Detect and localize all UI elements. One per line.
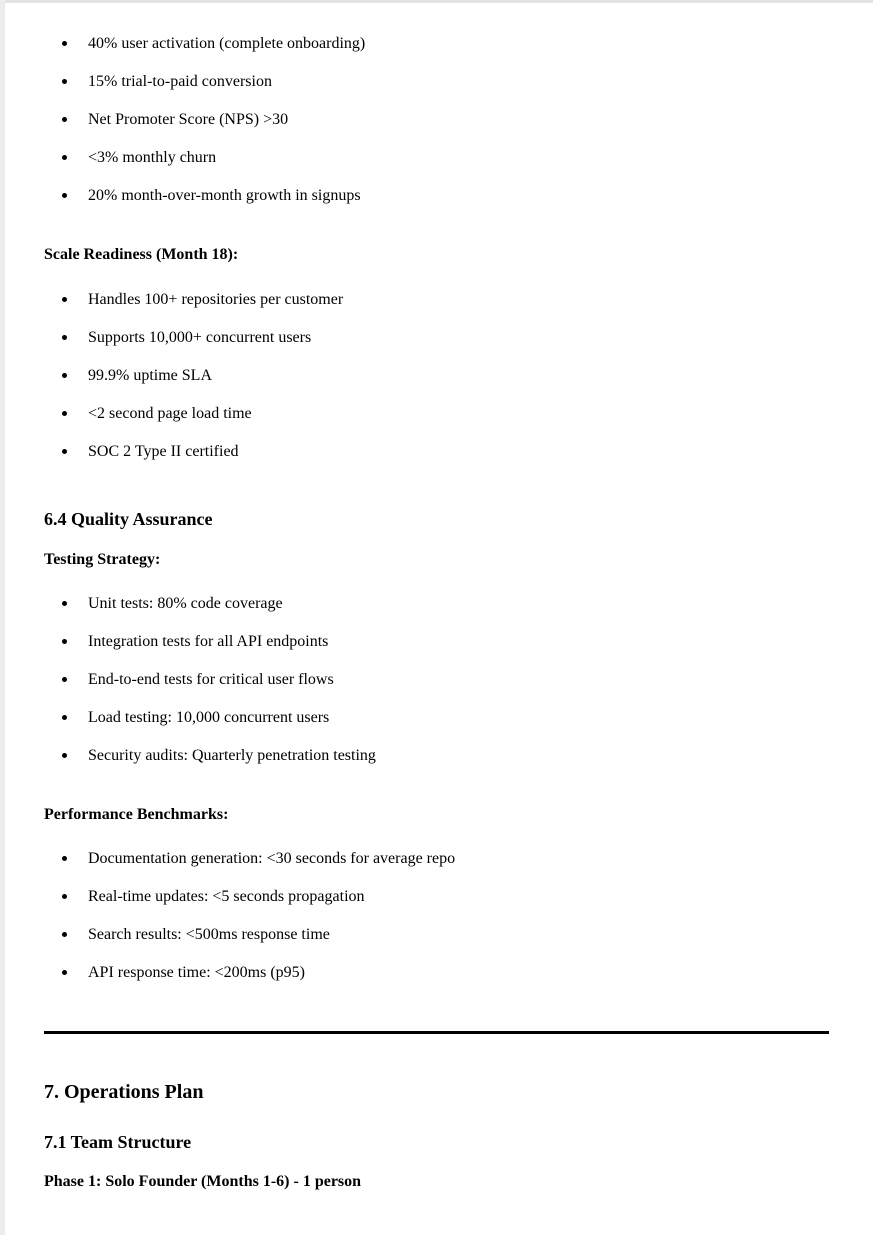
list-item bbox=[44, 329, 829, 347]
list-item bbox=[44, 111, 829, 129]
subsection-heading-testing-strategy: Testing Strategy: bbox=[44, 551, 161, 568]
bullet-icon bbox=[62, 117, 67, 122]
list-item bbox=[44, 73, 829, 91]
section-heading-quality-assurance: 6.4 Quality Assurance bbox=[44, 509, 213, 529]
bullet-icon bbox=[62, 856, 67, 861]
phase-1-label: Phase 1: Solo Founder (Months 1-6) - 1 person bbox=[44, 1173, 362, 1190]
list-item-text: Security audits: Quarterly penetration testing bbox=[88, 747, 376, 764]
bullet-icon bbox=[62, 79, 67, 84]
list-item-text: <3% monthly churn bbox=[88, 149, 217, 166]
bullet-icon bbox=[62, 753, 67, 758]
list-item bbox=[44, 926, 829, 944]
section-divider bbox=[44, 1031, 829, 1034]
list-item bbox=[44, 888, 829, 906]
bullet-icon bbox=[62, 715, 67, 720]
list-item-text: End-to-end tests for critical user flows bbox=[88, 671, 334, 688]
bullet-icon bbox=[62, 373, 67, 378]
list-item-text: Real-time updates: <5 seconds propagation bbox=[88, 888, 365, 905]
list-item-text: Unit tests: 80% code coverage bbox=[88, 595, 283, 612]
list-item bbox=[44, 405, 829, 423]
bullet-icon bbox=[62, 155, 67, 160]
list-item-text: SOC 2 Type II certified bbox=[88, 443, 239, 460]
list-item-text: 40% user activation (complete onboarding) bbox=[88, 35, 366, 52]
list-item bbox=[44, 671, 829, 689]
list-item bbox=[44, 633, 829, 651]
bullet-icon bbox=[62, 297, 67, 302]
list-item-text: API response time: <200ms (p95) bbox=[88, 964, 305, 981]
page-top-edge bbox=[0, 0, 873, 3]
bullet-icon bbox=[62, 894, 67, 899]
list-item-text: Search results: <500ms response time bbox=[88, 926, 330, 943]
bullet-icon bbox=[62, 932, 67, 937]
performance-benchmarks-bullet-list bbox=[44, 850, 829, 982]
list-item bbox=[44, 149, 829, 167]
bullet-icon bbox=[62, 449, 67, 454]
bullet-icon bbox=[62, 335, 67, 340]
list-item-text: Supports 10,000+ concurrent users bbox=[88, 329, 312, 346]
list-item bbox=[44, 595, 829, 613]
list-item bbox=[44, 850, 829, 868]
metrics-bullet-list bbox=[44, 35, 829, 205]
list-item-text: Documentation generation: <30 seconds for average repo bbox=[88, 850, 456, 867]
section-heading-operations-plan: 7. Operations Plan bbox=[44, 1081, 204, 1103]
bullet-icon bbox=[62, 970, 67, 975]
section-heading-scale-readiness: Scale Readiness (Month 18): bbox=[44, 246, 239, 263]
list-item-text: Handles 100+ repositories per customer bbox=[88, 291, 344, 308]
scale-readiness-bullet-list bbox=[44, 291, 829, 461]
bullet-icon bbox=[62, 677, 67, 682]
list-item-text: Net Promoter Score (NPS) >30 bbox=[88, 111, 289, 128]
list-item-text: <2 second page load time bbox=[88, 405, 252, 422]
list-item bbox=[44, 291, 829, 309]
list-item-text: 99.9% uptime SLA bbox=[88, 367, 212, 384]
list-item bbox=[44, 187, 829, 205]
page-left-edge bbox=[0, 0, 5, 1235]
bullet-icon bbox=[62, 639, 67, 644]
subsection-heading-team-structure: 7.1 Team Structure bbox=[44, 1132, 192, 1152]
list-item-text: 20% month-over-month growth in signups bbox=[88, 187, 361, 204]
subsection-heading-performance-benchmarks: Performance Benchmarks: bbox=[44, 806, 229, 823]
bullet-icon bbox=[62, 193, 67, 198]
list-item bbox=[44, 747, 829, 765]
bullet-icon bbox=[62, 41, 67, 46]
list-item bbox=[44, 964, 829, 982]
bullet-icon bbox=[62, 411, 67, 416]
testing-strategy-bullet-list bbox=[44, 595, 829, 765]
list-item-text: Integration tests for all API endpoints bbox=[88, 633, 329, 650]
list-item bbox=[44, 443, 829, 461]
list-item-text: 15% trial-to-paid conversion bbox=[88, 73, 272, 90]
list-item bbox=[44, 709, 829, 727]
list-item-text: Load testing: 10,000 concurrent users bbox=[88, 709, 330, 726]
bullet-icon bbox=[62, 601, 67, 606]
list-item bbox=[44, 35, 829, 53]
list-item bbox=[44, 367, 829, 385]
